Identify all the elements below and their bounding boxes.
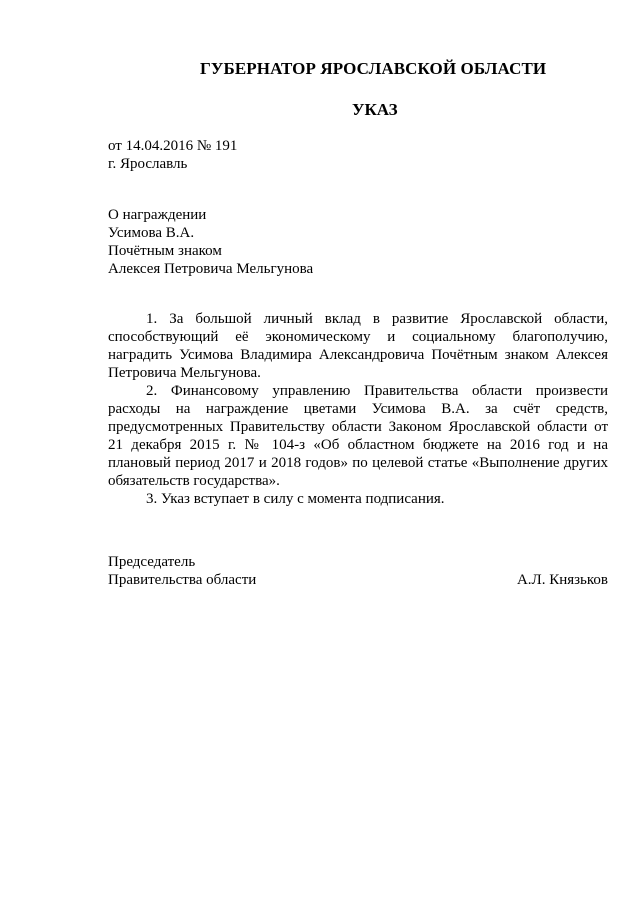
signatory-title-line-2: Правительства области <box>108 572 257 588</box>
document-meta <box>108 137 237 173</box>
signature-block <box>108 553 608 589</box>
document-type-heading: УКАЗ <box>352 100 398 119</box>
body-paragraph-1: 1. За большой личный вклад в развитие Ярославской области, способствующий её экономическому и социальному благополучию, наградить Усимова Владимира Александровича Почётным знаком Алексея Петровича Мельгунова. <box>108 311 608 381</box>
authority-heading: ГУБЕРНАТОР ЯРОСЛАВСКОЙ ОБЛАСТИ <box>200 59 547 78</box>
date-number: от 14.04.2016 № 191 <box>108 138 238 154</box>
subject-line-1: О награждении <box>108 207 207 223</box>
subject-line-3: Почётным знаком <box>108 243 222 259</box>
body-paragraph-2: 2. Финансовому управлению Правительства области произвести расходы на награждение цветами Усимова В.А. за счёт средств, предусмотренных Правительству области Законом Ярославской области от 21 декабря 2015 г. № 104-з «Об областном бюджете на 2016 год и на плановый период 2017 и 2018 годов» по целевой статье «Выполнение других обязательств государства». <box>108 383 608 489</box>
document-subject <box>108 206 313 278</box>
subject-line-2: Усимова В.А. <box>108 225 195 241</box>
signatory-name: А.Л. Князьков <box>516 572 608 588</box>
city: г. Ярославль <box>108 156 188 172</box>
document-body <box>108 310 608 508</box>
subject-line-4: Алексея Петровича Мельгунова <box>108 261 314 277</box>
body-paragraph-3: 3. Указ вступает в силу с момента подписания. <box>146 491 445 507</box>
signature-row <box>108 571 608 589</box>
signatory-title-line-1: Председатель <box>108 554 196 570</box>
